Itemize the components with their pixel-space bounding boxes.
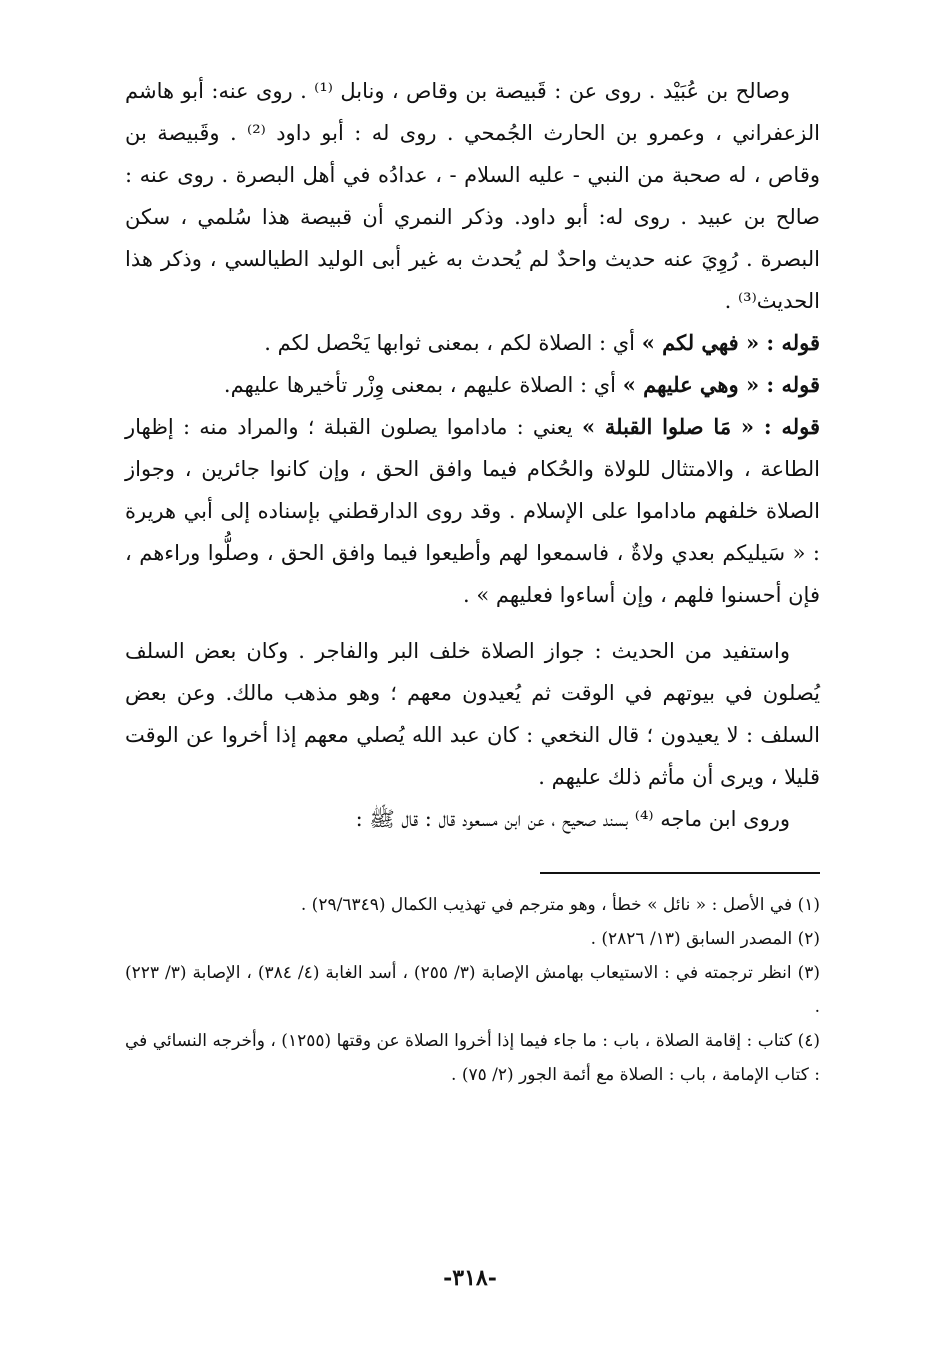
qawluh-text: يعني : ماداموا يصلون القبلة ؛ والمراد منه : إظهار الطاعة ، والامتثال للولاة والحُكام فيما وافق الحق ، وإن كانوا جائرين ، وجواز الصلاة خلفهم ماداموا على الإسلام . وقد روى الدارقطني بإسناده إلى أبي هريرة : « سَيليكم بعدي ولاةٌ ، فاسمعوا لهم وأطيعوا فيما وافق الحق ، وصلُّوا وراءهم ، فإن أحسنوا فلهم ، وإن أساءوا فعليهم » . bbox=[125, 415, 820, 607]
qawluh-label: قوله : « وهي عليهم » bbox=[622, 372, 820, 397]
footnote-3: (٣) انظر ترجمته في : الاستيعاب بهامش الإصابة (٣/ ٢٥٥) ، أسد الغابة (٤/ ٣٨٤) ، الإصابة (٣/ ٢٢٣) . bbox=[125, 963, 821, 1017]
footnotes bbox=[125, 888, 820, 1092]
qawluh-text: أي : الصلاة لكم ، بمعنى ثوابها يَحْصل لكم . bbox=[264, 331, 642, 355]
qawluh-label: قوله : « فهي لكم » bbox=[641, 330, 820, 355]
page-body bbox=[125, 70, 820, 1320]
paragraph-fahiya-lakum bbox=[125, 322, 820, 364]
main-text bbox=[125, 70, 820, 840]
page-number: -٣١٨- bbox=[443, 1265, 497, 1291]
paragraph-ibn-majah: وروى ابن ماجه ⁽⁴⁾ بسند صحيح ، عن ابن مسعود قال : قال ﷺ : bbox=[355, 807, 790, 831]
footnote-2: (٢) المصدر السابق (١٣/ ٢٨٢٦) . bbox=[590, 929, 820, 949]
footnote-4: (٤) كتاب : إقامة الصلاة ، باب : ما جاء فيما إذا أخروا الصلاة عن وقتها (١٢٥٥) ، وأخرجه النسائي في : كتاب الإمامة ، باب : الصلاة مع أئمة الجور (٢/ ٧٥) . bbox=[125, 1031, 820, 1085]
footnote-separator bbox=[540, 872, 820, 874]
paragraph-istifada: واستفيد من الحديث : جواز الصلاة خلف البر والفاجر . وكان بعض السلف يُصلون في بيوتهم في الوقت ثم يُعيدون معهم ؛ وهو مذهب مالك. وعن بعض السلف : لا يعيدون ؛ قال النخعي : كان عبد الله يُصلي معهم إذا أخروا عن الوقت قليلا ، ويرى أن مأثم ذلك عليهم . bbox=[125, 639, 820, 789]
paragraph-wahiya-alayhim bbox=[125, 364, 820, 406]
qawluh-label: قوله : « مَا صلوا القبلة » bbox=[581, 414, 820, 439]
footnote-1: (١) في الأصل : « نائل » خطأ ، وهو مترجم في تهذيب الكمال (٢٩/٦٣٤٩) . bbox=[300, 895, 820, 915]
paragraph-ma-sallu-al-qibla bbox=[125, 406, 820, 616]
paragraph-narrators: وصالح بن عُبَيْد . روى عن : قَبيصة بن وقاص ، ونابل ⁽¹⁾ . روى عنه: أبو هاشم الزعفراني ، وعمرو بن الحارث الجُمحي . روى له : أبو داود ⁽²⁾ . وقَبيصة بن وقاص ، له صحبة من النبي - عليه السلام - ، عدادُه في أهل البصرة . روى عنه : صالح بن عبيد . روى له: أبو داود. وذكر النمري أن قبيصة هذا سُلمي ، سكن البصرة . رُوِيَ عنه حديث واحدٌ لم يُحدث به غير أبى الوليد الطيالسي ، وذكر هذا الحديث⁽³⁾ . bbox=[125, 79, 820, 313]
qawluh-text: أي : الصلاة عليهم ، بمعنى وِزْر تأخيرها عليهم. bbox=[223, 373, 623, 397]
